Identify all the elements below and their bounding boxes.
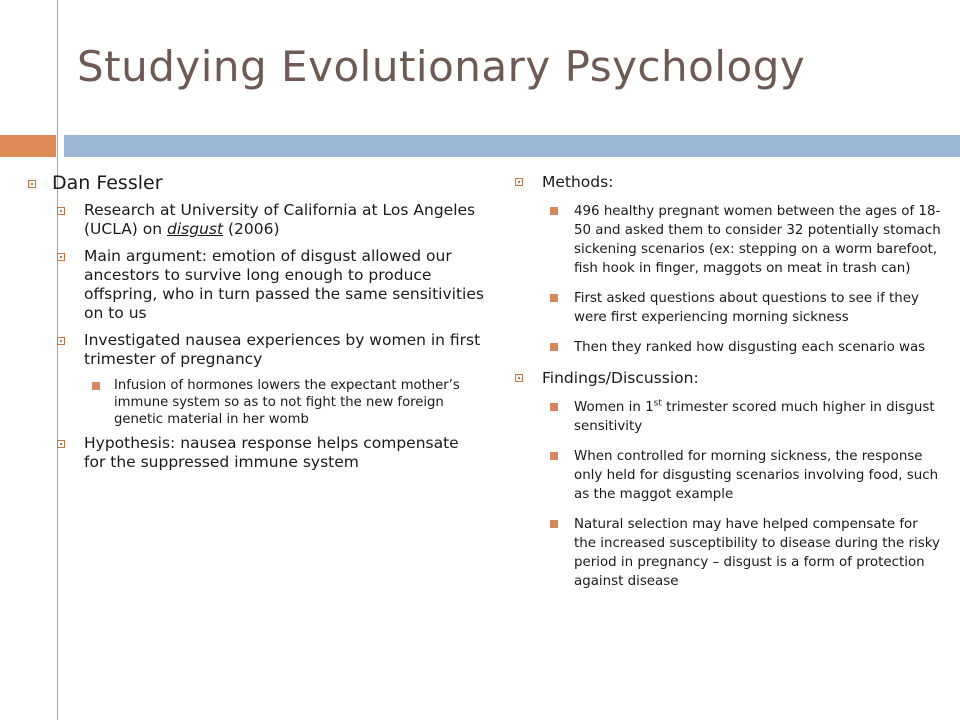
bullet-hypothesis [24, 434, 484, 472]
subbullet-hormones [24, 377, 484, 428]
filled-square-bullet-icon [550, 403, 558, 411]
accent-bar-blue [64, 135, 960, 157]
accent-bar-orange [0, 135, 56, 157]
bullet-text: Research at University of California at Los Angeles (UCLA) on [84, 201, 476, 238]
bullet-main-argument [24, 247, 484, 323]
slide-title: Studying Evolutionary Psychology [77, 42, 806, 91]
filled-square-bullet-icon [92, 382, 100, 390]
square-bullet-icon [28, 180, 36, 188]
bullet-text: Main argument: emotion of disgust allowed our ancestors to survive long enough to produce offspring, who in turn passed the same sensitivities on to us [84, 247, 484, 322]
subbullet-questions [512, 289, 942, 327]
square-bullet-icon [515, 374, 523, 382]
bullet-text: Infusion of hormones lowers the expectant mother’s immune system so as to not fight the new foreign genetic material in her womb [114, 378, 460, 427]
square-bullet-icon [57, 253, 65, 261]
bullet-text: Natural selection may have helped compensate for the increased susceptibility to disease during the risky period in pregnancy – disgust is a form of protection against disease [574, 517, 940, 589]
right-column [512, 172, 942, 602]
bullet-text: 496 healthy pregnant women between the ages of 18-50 and asked them to consider 32 potentially stomach sickening scenarios (ex: stepping on a worm barefoot, fish hook in finger, maggots on meat in trash can) [574, 204, 941, 276]
subbullet-natural-selection [512, 515, 942, 591]
subbullet-participants [512, 202, 942, 278]
filled-square-bullet-icon [550, 520, 558, 528]
superscript-text: st [653, 398, 662, 409]
square-bullet-icon [57, 337, 65, 345]
square-bullet-icon [57, 207, 65, 215]
bullet-text: Dan Fessler [52, 172, 163, 194]
bullet-text: Hypothesis: nausea response helps compensate for the suppressed immune system [84, 434, 459, 471]
bullet-investigated [24, 331, 484, 369]
subbullet-controlled [512, 447, 942, 504]
filled-square-bullet-icon [550, 343, 558, 351]
bullet-text: Then they ranked how disgusting each scenario was [574, 340, 926, 355]
bullet-methods [512, 172, 942, 192]
bullet-findings [512, 368, 942, 388]
bullet-text: When controlled for morning sickness, the response only held for disgusting scenarios involving food, such as the maggot example [574, 449, 939, 502]
filled-square-bullet-icon [550, 207, 558, 215]
emphasis-text: disgust [167, 220, 224, 238]
bullet-text: trimester scored much higher in disgust sensitivity [574, 400, 935, 434]
bullet-dan-fessler [24, 172, 484, 195]
subbullet-ranked [512, 338, 942, 357]
bullet-text: First asked questions about questions to see if they were first experiencing morning sickness [574, 291, 919, 325]
square-bullet-icon [515, 178, 523, 186]
filled-square-bullet-icon [550, 294, 558, 302]
bullet-text: Findings/Discussion: [542, 369, 699, 387]
left-column [24, 172, 484, 480]
bullet-text: Women in 1 [574, 400, 654, 415]
subbullet-first-trimester [512, 398, 942, 436]
bullet-research [24, 201, 484, 239]
bullet-text: (2006) [223, 220, 280, 238]
filled-square-bullet-icon [550, 452, 558, 460]
bullet-text: Investigated nausea experiences by women in first trimester of pregnancy [84, 331, 481, 368]
bullet-text: Methods: [542, 173, 614, 191]
square-bullet-icon [57, 440, 65, 448]
